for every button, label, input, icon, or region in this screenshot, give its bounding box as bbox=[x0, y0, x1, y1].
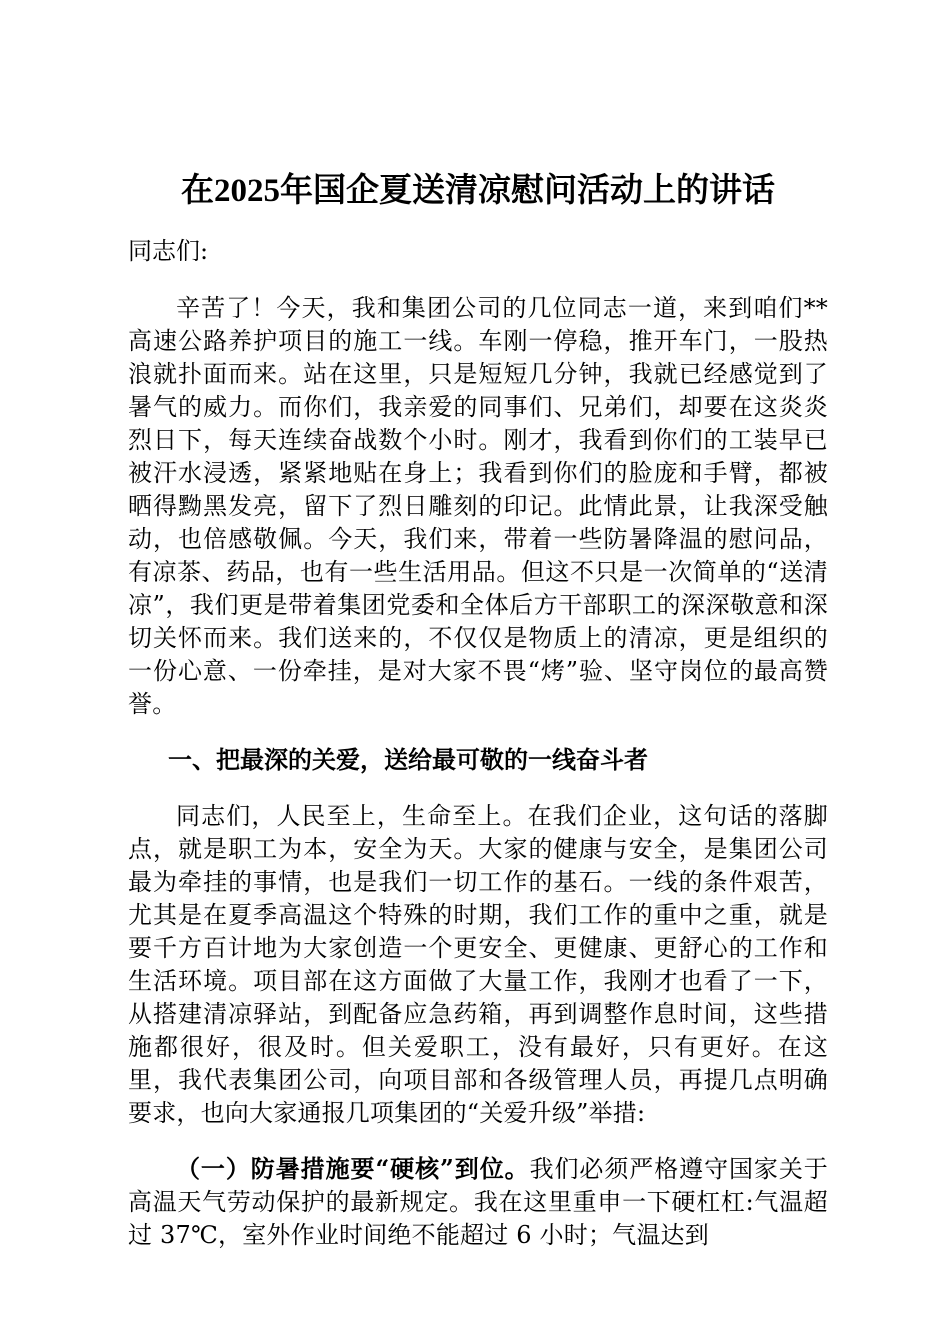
title-prefix: 在 bbox=[181, 170, 214, 209]
document-page bbox=[128, 168, 828, 1274]
section-heading-1: 一、把最深的关爱，送给最可敬的一线奋斗者 bbox=[168, 745, 648, 774]
title-year: 2025 bbox=[214, 173, 280, 209]
title-suffix: 年国企夏送清凉慰问活动上的讲话 bbox=[280, 170, 775, 209]
subsection-text-1: 我们必须严格遵守国家关于高温天气劳动保护的最新规定。我在这里重申一下硬杠杠:气温超过 37℃，室外作业时间绝不能超过 6 小时；气温达到 bbox=[128, 1155, 828, 1249]
paragraph-opening: 辛苦了！今天，我和集团公司的几位同志一道，来到咱们**高速公路养护项目的施工一线。车刚一停稳，推开车门，一股热浪就扑面而来。站在这里，只是短短几分钟，我就已经感觉到了暑气的威力。而你们，我亲爱的同事们、兄弟们，却要在这炎炎烈日下，每天连续奋战数个小时。刚才，我看到你们的工装早已被汗水浸透，紧紧地贴在身上；我看到你们的脸庞和手臂，都被晒得黝黑发亮，留下了烈日雕刻的印记。此情此景，让我深受触动，也倍感敬佩。今天，我们来，带着一些防暑降温的慰问品，有凉茶、药品，也有一些生活用品。但这不只是一次简单的“送清凉”，我们更是带着集团党委和全体后方干部职工的深深敬意和深切关怀而来。我们送来的，不仅仅是物质上的清凉，更是组织的一份心意、一份牵挂，是对大家不畏“烤”验、坚守岗位的最高赞誉。 bbox=[128, 294, 828, 718]
document-title bbox=[108, 168, 848, 213]
subsection-heading-1: （一）防暑措施要“硬核”到位。 bbox=[176, 1154, 530, 1183]
paragraph-subsection-1 bbox=[128, 1152, 828, 1252]
paragraph-section-1: 同志们，人民至上，生命至上。在我们企业，这句话的落脚点，就是职工为本，安全为天。大家的健康与安全，是集团公司最为牵挂的事情，也是我们一切工作的基石。一线的条件艰苦，尤其是在夏季高温这个特殊的时期，我们工作的重中之重，就是要千方百计地为大家创造一个更安全、更健康、更舒心的工作和生活环境。项目部在这方面做了大量工作，我刚才也看了一下，从搭建清凉驿站，到配备应急药箱，再到调整作息时间，这些措施都很好，很及时。但关爱职工，没有最好，只有更好。在这里，我代表集团公司，向项目部和各级管理人员，再提几点明确要求，也向大家通报几项集团的“关爱升级”举措: bbox=[128, 802, 828, 1127]
salutation: 同志们: bbox=[128, 237, 209, 265]
